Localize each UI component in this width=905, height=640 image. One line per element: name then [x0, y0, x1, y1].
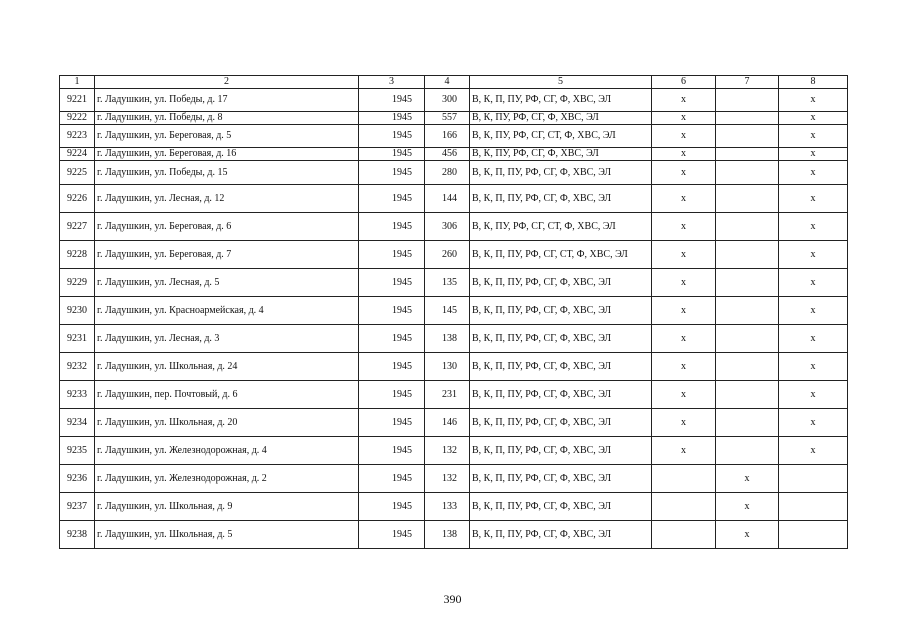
col6-mark: x: [652, 185, 716, 213]
area-cell: 306: [425, 213, 470, 241]
address-cell: г. Ладушкин, ул. Береговая, д. 6: [95, 213, 359, 241]
col7-mark: [716, 437, 779, 465]
year-cell: 1945: [359, 325, 425, 353]
col8-mark: x: [779, 185, 848, 213]
col6-mark: x: [652, 269, 716, 297]
table-row: [60, 297, 848, 325]
table-row: [60, 381, 848, 409]
systems-cell: В, К, П, ПУ, РФ, СГ, Ф, ХВС, ЭЛ: [470, 161, 652, 185]
col6-mark: x: [652, 437, 716, 465]
col7-mark: [716, 89, 779, 112]
col8-mark: x: [779, 409, 848, 437]
col8-mark: x: [779, 112, 848, 125]
table-row: [60, 521, 848, 549]
col7-mark: [716, 353, 779, 381]
table-row: [60, 269, 848, 297]
area-cell: 135: [425, 269, 470, 297]
page-number: 390: [443, 592, 462, 606]
header-cell: 1: [60, 76, 95, 89]
systems-cell: В, К, ПУ, РФ, СГ, СТ, Ф, ХВС, ЭЛ: [470, 125, 652, 148]
col6-mark: x: [652, 89, 716, 112]
col6-mark: [652, 493, 716, 521]
col8-mark: x: [779, 161, 848, 185]
row-number: 9226: [60, 185, 95, 213]
table-row: [60, 148, 848, 161]
systems-cell: В, К, ПУ, РФ, СГ, СТ, Ф, ХВС, ЭЛ: [470, 213, 652, 241]
row-number: 9230: [60, 297, 95, 325]
year-cell: 1945: [359, 465, 425, 493]
year-cell: 1945: [359, 521, 425, 549]
year-cell: 1945: [359, 269, 425, 297]
header-cell: 5: [470, 76, 652, 89]
col8-mark: x: [779, 381, 848, 409]
col6-mark: x: [652, 297, 716, 325]
address-cell: г. Ладушкин, ул. Победы, д. 15: [95, 161, 359, 185]
col8-mark: x: [779, 213, 848, 241]
table-row: [60, 112, 848, 125]
row-number: 9228: [60, 241, 95, 269]
address-cell: г. Ладушкин, ул. Железнодорожная, д. 2: [95, 465, 359, 493]
col7-mark: x: [716, 493, 779, 521]
year-cell: 1945: [359, 409, 425, 437]
table-row: [60, 213, 848, 241]
col7-mark: [716, 409, 779, 437]
year-cell: 1945: [359, 213, 425, 241]
address-cell: г. Ладушкин, ул. Школьная, д. 9: [95, 493, 359, 521]
col6-mark: x: [652, 241, 716, 269]
year-cell: 1945: [359, 297, 425, 325]
header-cell: 7: [716, 76, 779, 89]
year-cell: 1945: [359, 353, 425, 381]
table-row: [60, 89, 848, 112]
row-number: 9221: [60, 89, 95, 112]
area-cell: 138: [425, 521, 470, 549]
col7-mark: [716, 269, 779, 297]
year-cell: 1945: [359, 112, 425, 125]
col6-mark: x: [652, 213, 716, 241]
systems-cell: В, К, П, ПУ, РФ, СГ, Ф, ХВС, ЭЛ: [470, 297, 652, 325]
row-number: 9236: [60, 465, 95, 493]
col6-mark: [652, 465, 716, 493]
header-cell: 8: [779, 76, 848, 89]
row-number: 9235: [60, 437, 95, 465]
year-cell: 1945: [359, 381, 425, 409]
table-row: [60, 437, 848, 465]
year-cell: 1945: [359, 125, 425, 148]
table-row: [60, 185, 848, 213]
table-row: [60, 241, 848, 269]
systems-cell: В, К, ПУ, РФ, СГ, Ф, ХВС, ЭЛ: [470, 112, 652, 125]
col7-mark: [716, 161, 779, 185]
address-cell: г. Ладушкин, ул. Лесная, д. 5: [95, 269, 359, 297]
table-row: [60, 125, 848, 148]
table-row: [60, 465, 848, 493]
address-cell: г. Ладушкин, пер. Почтовый, д. 6: [95, 381, 359, 409]
col8-mark: [779, 493, 848, 521]
systems-cell: В, К, ПУ, РФ, СГ, Ф, ХВС, ЭЛ: [470, 148, 652, 161]
systems-cell: В, К, П, ПУ, РФ, СГ, Ф, ХВС, ЭЛ: [470, 437, 652, 465]
row-number: 9222: [60, 112, 95, 125]
area-cell: 138: [425, 325, 470, 353]
col6-mark: [652, 521, 716, 549]
area-cell: 231: [425, 381, 470, 409]
col6-mark: x: [652, 381, 716, 409]
year-cell: 1945: [359, 148, 425, 161]
systems-cell: В, К, П, ПУ, РФ, СГ, Ф, ХВС, ЭЛ: [470, 269, 652, 297]
col8-mark: x: [779, 325, 848, 353]
col8-mark: x: [779, 89, 848, 112]
area-cell: 260: [425, 241, 470, 269]
col7-mark: [716, 241, 779, 269]
col7-mark: [716, 148, 779, 161]
header-cell: 2: [95, 76, 359, 89]
area-cell: 130: [425, 353, 470, 381]
header-cell: 6: [652, 76, 716, 89]
row-number: 9229: [60, 269, 95, 297]
col6-mark: x: [652, 353, 716, 381]
area-cell: 145: [425, 297, 470, 325]
col8-mark: x: [779, 269, 848, 297]
col6-mark: x: [652, 148, 716, 161]
table-row: [60, 325, 848, 353]
col7-mark: [716, 297, 779, 325]
address-cell: г. Ладушкин, ул. Лесная, д. 3: [95, 325, 359, 353]
col7-mark: [716, 381, 779, 409]
table-row: [60, 161, 848, 185]
col6-mark: x: [652, 325, 716, 353]
address-cell: г. Ладушкин, ул. Школьная, д. 20: [95, 409, 359, 437]
address-cell: г. Ладушкин, ул. Береговая, д. 5: [95, 125, 359, 148]
area-cell: 280: [425, 161, 470, 185]
col8-mark: x: [779, 353, 848, 381]
systems-cell: В, К, П, ПУ, РФ, СГ, СТ, Ф, ХВС, ЭЛ: [470, 241, 652, 269]
col7-mark: x: [716, 521, 779, 549]
address-cell: г. Ладушкин, ул. Школьная, д. 24: [95, 353, 359, 381]
row-number: 9227: [60, 213, 95, 241]
header-cell: 3: [359, 76, 425, 89]
address-cell: г. Ладушкин, ул. Береговая, д. 7: [95, 241, 359, 269]
systems-cell: В, К, П, ПУ, РФ, СГ, Ф, ХВС, ЭЛ: [470, 185, 652, 213]
address-cell: г. Ладушкин, ул. Лесная, д. 12: [95, 185, 359, 213]
row-number: 9225: [60, 161, 95, 185]
header-row: [60, 76, 848, 89]
systems-cell: В, К, П, ПУ, РФ, СГ, Ф, ХВС, ЭЛ: [470, 325, 652, 353]
year-cell: 1945: [359, 493, 425, 521]
col6-mark: x: [652, 409, 716, 437]
area-cell: 132: [425, 437, 470, 465]
systems-cell: В, К, П, ПУ, РФ, СГ, Ф, ХВС, ЭЛ: [470, 353, 652, 381]
housing-register-table: [59, 75, 848, 549]
area-cell: 166: [425, 125, 470, 148]
year-cell: 1945: [359, 161, 425, 185]
area-cell: 144: [425, 185, 470, 213]
col8-mark: x: [779, 125, 848, 148]
row-number: 9224: [60, 148, 95, 161]
col8-mark: x: [779, 437, 848, 465]
area-cell: 146: [425, 409, 470, 437]
col8-mark: x: [779, 241, 848, 269]
row-number: 9231: [60, 325, 95, 353]
area-cell: 300: [425, 89, 470, 112]
col8-mark: [779, 465, 848, 493]
col6-mark: x: [652, 161, 716, 185]
col8-mark: [779, 521, 848, 549]
table-row: [60, 353, 848, 381]
header-cell: 4: [425, 76, 470, 89]
row-number: 9237: [60, 493, 95, 521]
year-cell: 1945: [359, 89, 425, 112]
col7-mark: x: [716, 465, 779, 493]
area-cell: 456: [425, 148, 470, 161]
address-cell: г. Ладушкин, ул. Береговая, д. 16: [95, 148, 359, 161]
col7-mark: [716, 185, 779, 213]
col7-mark: [716, 125, 779, 148]
address-cell: г. Ладушкин, ул. Красноармейская, д. 4: [95, 297, 359, 325]
row-number: 9223: [60, 125, 95, 148]
address-cell: г. Ладушкин, ул. Школьная, д. 5: [95, 521, 359, 549]
row-number: 9234: [60, 409, 95, 437]
col8-mark: x: [779, 297, 848, 325]
address-cell: г. Ладушкин, ул. Победы, д. 17: [95, 89, 359, 112]
area-cell: 557: [425, 112, 470, 125]
col8-mark: x: [779, 148, 848, 161]
row-number: 9233: [60, 381, 95, 409]
row-number: 9232: [60, 353, 95, 381]
systems-cell: В, К, П, ПУ, РФ, СГ, Ф, ХВС, ЭЛ: [470, 381, 652, 409]
col7-mark: [716, 112, 779, 125]
col7-mark: [716, 213, 779, 241]
col7-mark: [716, 325, 779, 353]
systems-cell: В, К, П, ПУ, РФ, СГ, Ф, ХВС, ЭЛ: [470, 493, 652, 521]
col6-mark: x: [652, 112, 716, 125]
systems-cell: В, К, П, ПУ, РФ, СГ, Ф, ХВС, ЭЛ: [470, 409, 652, 437]
year-cell: 1945: [359, 185, 425, 213]
area-cell: 133: [425, 493, 470, 521]
systems-cell: В, К, П, ПУ, РФ, СГ, Ф, ХВС, ЭЛ: [470, 89, 652, 112]
year-cell: 1945: [359, 241, 425, 269]
address-cell: г. Ладушкин, ул. Победы, д. 8: [95, 112, 359, 125]
address-cell: г. Ладушкин, ул. Железнодорожная, д. 4: [95, 437, 359, 465]
table-row: [60, 493, 848, 521]
row-number: 9238: [60, 521, 95, 549]
table-row: [60, 409, 848, 437]
year-cell: 1945: [359, 437, 425, 465]
area-cell: 132: [425, 465, 470, 493]
systems-cell: В, К, П, ПУ, РФ, СГ, Ф, ХВС, ЭЛ: [470, 521, 652, 549]
col6-mark: x: [652, 125, 716, 148]
systems-cell: В, К, П, ПУ, РФ, СГ, Ф, ХВС, ЭЛ: [470, 465, 652, 493]
